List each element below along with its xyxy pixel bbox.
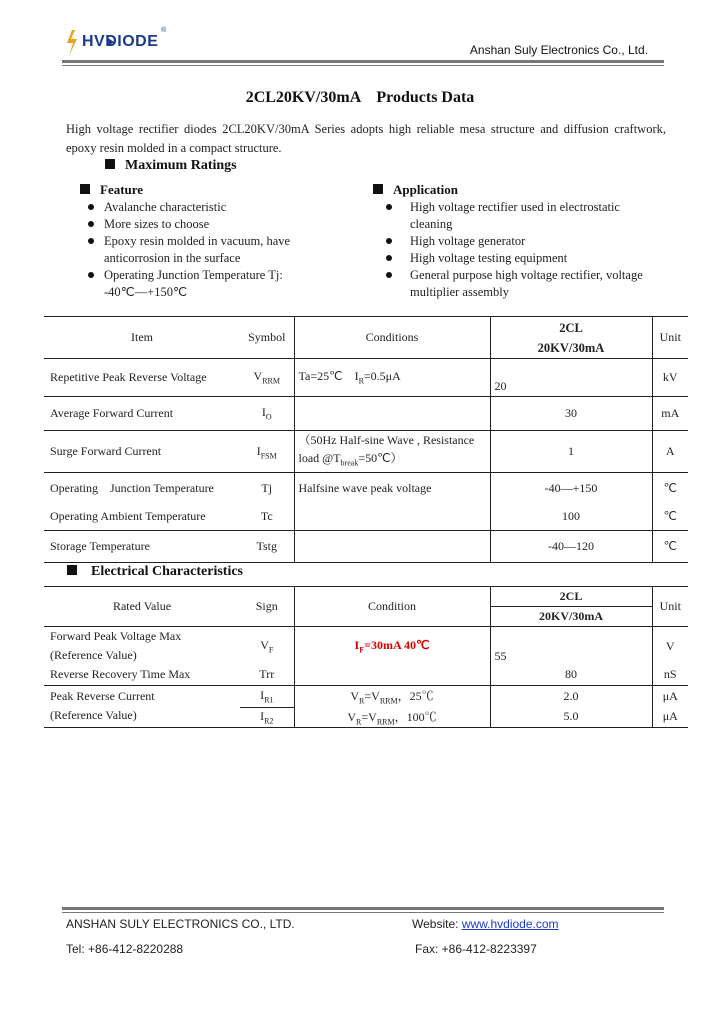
col-header-item: Item [131,330,153,344]
feature-heading: Feature [80,182,143,198]
list-item: Epoxy resin molded in vacuum, have anticorrosion in the surface [86,233,299,267]
list-item: Operating Junction Temperature Tj: -40℃—+150℃ [86,267,299,301]
square-bullet-icon [67,565,77,575]
row-item: Surge Forward Current [50,444,162,459]
row-symbol: Tj [261,480,273,495]
row-value: -40—+150 [490,473,652,503]
table-row [44,531,688,563]
row-symbol: Trr [259,667,275,682]
intro-paragraph: High voltage rectifier diodes 2CL20KV/30mA Series adopts high reliable mesa structure and diffusion craftwork, epoxy resin molded in a compact structure. [66,122,666,155]
table-row [44,473,688,503]
row-symbol: $V_{RRM}$ [253,369,280,386]
page-title: 2CL20KV/30mA Products Data [245,89,475,106]
website-link[interactable]: www.hvdiode.com [461,917,559,931]
row-condition [294,531,490,563]
row-value: -40—120 [490,531,652,563]
row-condition: $V_R=V_{RRM}$，100℃ [294,707,490,727]
logo-registered-mark: ® [161,27,167,34]
row-condition [294,503,490,531]
row-item: Reverse Recovery Time Max [50,667,191,682]
square-bullet-icon [80,184,90,194]
feature-list [86,199,316,301]
row-value: 80 [490,665,652,685]
row-symbol: Tstg [256,539,277,554]
footer-tel: Tel: +86-412-8220288 [66,942,184,956]
footer-rule [62,907,664,910]
row-item: Average Forward Current [50,406,174,420]
row-condition [294,665,490,685]
row-unit: ℃ [663,509,677,524]
row-symbol: $V_F$ [260,637,274,655]
list-item: General purpose high voltage rectifier, voltage multiplier assembly [384,267,650,301]
row-unit: ℃ [663,480,677,495]
row-symbol: Tc [260,509,273,524]
logo-wordmark: HVDIODE [82,33,159,50]
application-list [384,199,654,301]
col-header-condition: Condition [294,587,490,627]
col-header-model-line1: 2CL [490,587,652,607]
row-item: Storage Temperature [50,539,150,554]
table-row [44,503,688,531]
list-item: High voltage rectifier used in electrostatic cleaning [384,199,630,233]
header-rule-thin [62,65,664,66]
col-header-rated: Rated Value [112,599,172,613]
list-item: Avalanche characteristic [86,199,316,216]
table-row [44,359,688,397]
row-unit: mA [661,406,680,420]
footer-fax: Fax: +86-412-8223397 [415,942,537,956]
row-unit: ℃ [663,539,677,554]
table-row [44,627,688,666]
list-item: More sizes to choose [86,216,316,233]
footer-website: Website: www.hvdiode.com [412,917,559,931]
row-symbol: $I_{FSM}$ [256,443,277,460]
table-row [44,397,688,431]
row-item: Repetitive Peak Reverse Voltage [50,370,207,384]
row-condition: Halfsine wave peak voltage [294,473,490,503]
square-bullet-icon [373,184,383,194]
row-condition: Ta=25℃ $I_R=0.5\mu A$ [294,359,490,397]
header-rule [62,60,664,63]
col-header-unit: Unit [659,599,681,613]
col-header-unit: Unit [659,330,681,344]
maximum-ratings-table [44,316,688,563]
row-unit: A [665,444,675,459]
footer-rule-thin [62,912,664,913]
application-heading: Application [373,182,458,198]
row-unit: μA [662,688,678,703]
row-condition: $I_F=30mA$ 40℃ [294,627,490,666]
row-value: 2.0 [490,685,652,707]
col-header-symbol: Symbol [248,330,286,344]
row-item: Operating Junction Temperature [50,480,214,495]
row-item: Forward Peak Voltage Max (Reference Value) [50,629,182,662]
row-unit: V [665,638,675,653]
row-condition [294,397,490,431]
row-symbol: $I_O$ [261,405,272,422]
electrical-characteristics-heading: Electrical Characteristics [67,564,243,580]
table-row [44,431,688,473]
row-symbol: $I_{R1}$ [240,685,294,707]
row-value: 55 [490,627,652,666]
row-value: 1 [490,431,652,473]
row-condition: （50Hz Half-sine Wave , Resistance load $@T_{break}=50℃$） [294,431,490,473]
row-unit: nS [663,667,677,682]
col-header-conditions: Conditions [294,317,490,359]
list-item: High voltage generator [384,233,654,250]
col-header-model: 2CL 20KV/30mA [490,317,652,359]
col-header-sign: Sign [255,599,278,613]
row-value: 20 [490,359,652,397]
maximum-ratings-heading: Maximum Ratings [105,158,237,174]
footer-company: ANSHAN SULY ELECTRONICS CO., LTD. [66,917,295,931]
table-row [44,665,688,685]
row-value: 100 [490,503,652,531]
square-bullet-icon [105,159,115,169]
electrical-characteristics-table [44,586,688,728]
row-value: 30 [490,397,652,431]
row-item: Peak Reverse Current (Reference Value) [50,689,155,722]
table-header-row [44,317,688,359]
row-unit: kV [662,370,678,384]
company-name: Anshan Suly Electronics Co., Ltd. [469,43,648,57]
table-row [44,685,688,707]
row-symbol: $I_{R2}$ [260,708,274,726]
col-header-model-line2: 20KV/30mA [490,607,652,627]
row-condition: $V_R=V_{RRM}$，25℃ [294,685,490,707]
row-unit: μA [662,709,678,724]
table-header-row [44,587,688,607]
row-item: Operating Ambient Temperature [50,509,206,524]
row-value: 5.0 [490,707,652,727]
list-item: High voltage testing equipment [384,250,654,267]
